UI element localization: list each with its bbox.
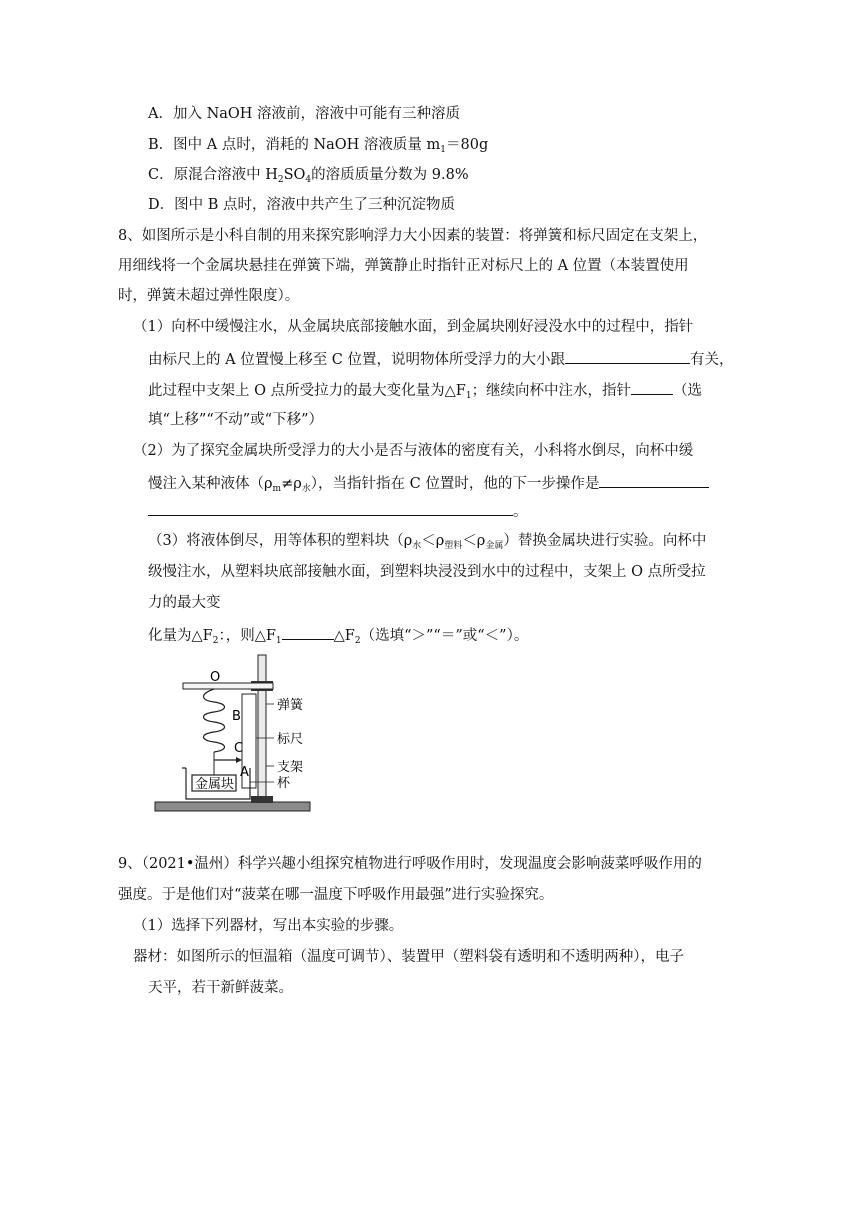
q8-part2-line-3: 。 bbox=[148, 500, 528, 522]
q9-line-2: 强度。于是他们对“菠菜在哪一温度下呼吸作用最强”进行实验探究。 bbox=[118, 887, 554, 903]
answer-blank-3[interactable] bbox=[599, 472, 709, 488]
q9-line-3: （1）选择下列器材，写出本实验的步骤。 bbox=[133, 918, 404, 934]
q8-part3-line-2: 级慢注水，从塑料块底部接触水面，到塑料块浸没到水中的过程中，支架上 O 点所受拉 bbox=[148, 564, 706, 580]
label-c: C bbox=[234, 741, 244, 756]
q9-line-4: 器材：如图所示的恒温箱（温度可调节）、装置甲（塑料袋有透明和不透明两种），电子 bbox=[133, 949, 684, 965]
label-b: B bbox=[232, 709, 241, 724]
answer-blank-4[interactable] bbox=[282, 624, 334, 640]
answer-blank-1[interactable] bbox=[565, 348, 690, 364]
q8-part1-line-3: 此过程中支架上 O 点所受拉力的最大变化量为$\triangle F_1$；继续向杯中注水，指针 （选 bbox=[148, 379, 702, 401]
q8-intro-line-1: 8、如图所示是小科自制的用来探究影响浮力大小因素的装置：将弹簧和标尺固定在支架上， bbox=[118, 228, 708, 244]
option-b: B．图中 A 点时，消耗的 NaOH 溶液质量 $m_1=80g$ bbox=[148, 137, 489, 155]
option-a: A．加入 NaOH 溶液前，溶液中可能有三种溶质 bbox=[148, 106, 461, 122]
q8-part1-line-1: （1）向杯中缓慢注水，从金属块底部接触水面，到金属块刚好浸没水中的过程中，指针 bbox=[133, 319, 694, 335]
label-o: O bbox=[210, 670, 221, 685]
option-c: C．原混合溶液中 $H_2SO_4$的溶质质量分数为 9.8% bbox=[148, 167, 469, 185]
label-block: 金属块 bbox=[195, 777, 235, 792]
answer-blank-2[interactable] bbox=[631, 379, 673, 395]
stand-base bbox=[155, 802, 310, 811]
q9-line-5: 天平，若干新鲜菠菜。 bbox=[148, 980, 293, 996]
label-scale: 标尺 bbox=[277, 732, 304, 747]
label-cup: 杯 bbox=[277, 776, 291, 791]
horizontal-arm bbox=[183, 683, 273, 689]
spring bbox=[204, 689, 225, 752]
q8-part3-line-1: （3）将液体倒尽，用等体积的塑料块$(\rho_水<\rho_{塑料}<\rho_{金属})$替换金属块进行实验。向杯中 bbox=[148, 533, 707, 551]
q8-intro-line-2: 用细线将一个金属块悬挂在弹簧下端，弹簧静止时指针正对标尺上的 A 位置（本装置使用 bbox=[118, 258, 689, 274]
bottom-clamp bbox=[251, 796, 273, 803]
label-a: A bbox=[240, 765, 249, 780]
option-d: D．图中 B 点时，溶液中共产生了三种沉淀物质 bbox=[148, 197, 455, 213]
q8-part2-line-1: （2）为了探究金属块所受浮力的大小是否与液体的密度有关，小科将水倒尽，向杯中缓 bbox=[133, 443, 694, 459]
label-stand: 支架 bbox=[277, 760, 304, 775]
answer-blank-3-continued[interactable] bbox=[148, 500, 513, 516]
q9-line-1: 9、（2021•温州）科学兴趣小组探究植物进行呼吸作用时，发现温度会影响菠菜呼吸作用的 bbox=[118, 856, 702, 872]
stand-rod bbox=[258, 655, 266, 802]
q8-part1-line-4: 填“上移”“不动”或“下移”） bbox=[148, 412, 323, 428]
q8-part1-line-2: 由标尺上的 A 位置慢上移至 C 位置，说明物体所受浮力的大小跟 有关， bbox=[148, 348, 734, 370]
label-spring: 弹簧 bbox=[277, 698, 304, 713]
q8-part3-line-3: 力的最大变 bbox=[148, 595, 221, 611]
q8-part2-line-2: 慢注入某种液体$(\rho_m\ne\rho_水)$，当指针指在 C 位置时，他的下一步操作是 bbox=[148, 472, 709, 494]
q8-part3-line-4: 化量为$\triangle F_2$：，则$\triangle F_1$ $\triangle F_2$（选填“＞”“＝”或“＜”）。 bbox=[148, 624, 528, 646]
buoyancy-apparatus-diagram bbox=[150, 650, 320, 820]
q8-intro-line-3: 时，弹簧未超过弹性限度）。 bbox=[118, 288, 300, 304]
